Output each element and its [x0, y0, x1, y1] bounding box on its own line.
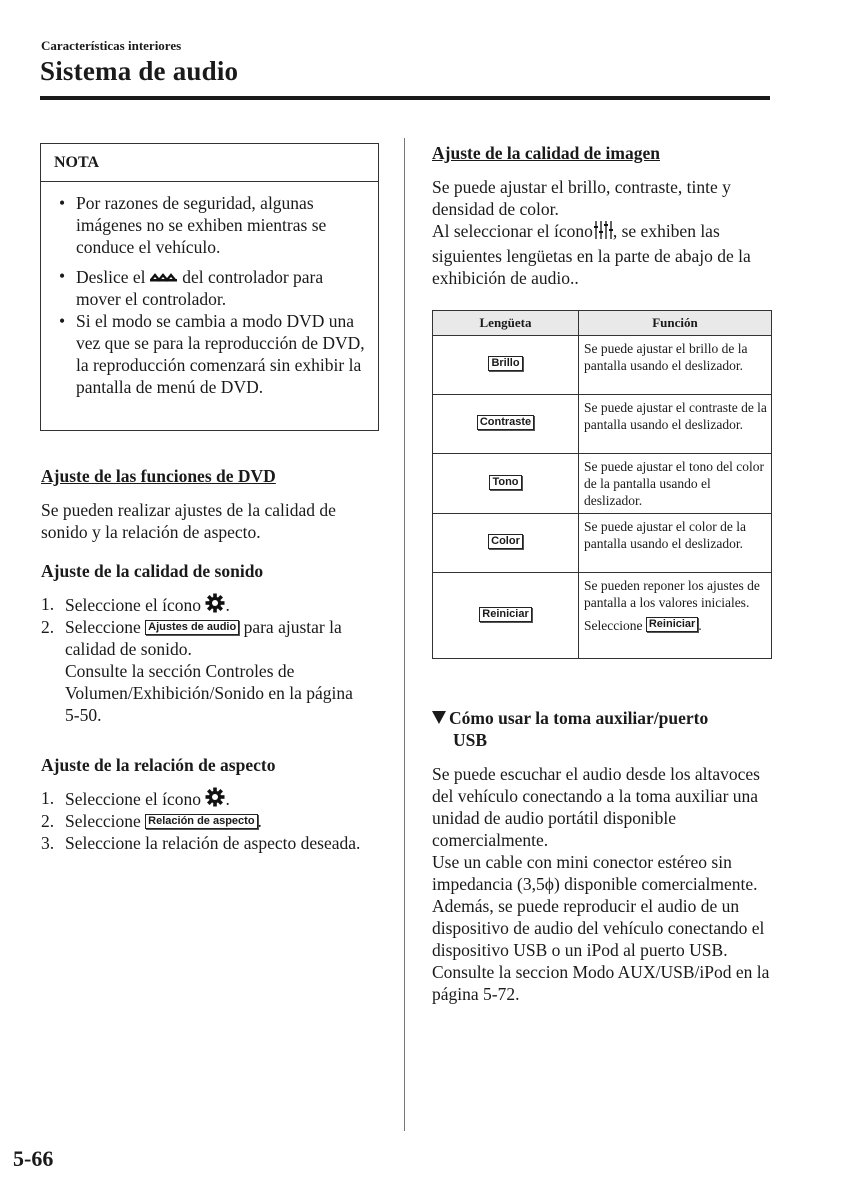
note-item: • Deslice el del controlador para mover el controlador. — [59, 266, 324, 309]
bullet: • — [59, 311, 66, 331]
sound-heading: Ajuste de la calidad de sonido — [41, 561, 264, 581]
equalizer-icon — [593, 220, 613, 245]
note-box — [40, 143, 379, 431]
table-row: Color Se puede ajustar el color de la pantalla usando el deslizador. — [433, 514, 772, 573]
image-heading: Ajuste de la calidad de imagen — [432, 143, 660, 163]
bullet: • — [59, 266, 66, 286]
aux-body: Se puede escuchar el audio desde los altavoces del vehículo conectando a la toma auxiliar una unidad de audio portátil disponible comercialmente. Use un cable con mini conector estéreo sin impedancia (3,5ϕ) disponible comercialmente. Además, se puede reproducir el audio de un dispositivo de audio del vehículo conectando el dispositivo USB o un iPod al puerto USB. Consulte la seccion Modo AUX/USB/iPod en la página 5-72. — [432, 764, 770, 1004]
aspect-heading: Ajuste de la relación de aspecto — [41, 755, 276, 775]
table-row: Tono Se puede ajustar el tono del color de la pantalla usando el deslizador. — [433, 454, 772, 514]
color-tab[interactable]: Color — [488, 534, 523, 549]
list-item: 2. Seleccione Relación de aspecto . — [41, 811, 262, 831]
aspect-ratio-button[interactable]: Relación de aspecto — [145, 814, 257, 829]
dvd-heading: Ajuste de las funciones de DVD — [41, 466, 276, 486]
bullet: • — [59, 193, 66, 213]
aux-heading: Cómo usar la toma auxiliar/puerto USB — [432, 707, 777, 751]
list-item: 1. Seleccione el ícono . — [41, 593, 371, 618]
table-row: Reiniciar Se pueden reponer los ajustes de pantalla a los valores iniciales. Seleccione Reiniciar . — [433, 573, 772, 659]
table-row: Contraste Se puede ajustar el contraste de la pantalla usando el deslizador. — [433, 395, 772, 454]
reset-button[interactable]: Reiniciar — [646, 617, 698, 632]
table-header-function: Función — [579, 311, 772, 336]
page-number: 5-66 — [13, 1146, 54, 1171]
list-item: 3. Seleccione la relación de aspecto deseada. — [41, 833, 361, 853]
note-title: NOTA — [41, 144, 378, 182]
section-label: Características interiores — [41, 38, 182, 53]
note-item: • Por razones de seguridad, algunas imágenes no se exhiben mientras se conduce el vehículo. — [59, 193, 327, 257]
table-header-tab: Lengüeta — [433, 311, 579, 336]
dvd-intro: Se pueden realizar ajustes de la calidad de sonido y la relación de aspecto. — [41, 500, 336, 542]
note-item: • Si el modo se cambia a modo DVD una vez que se para la reproducción de DVD, la reproducción comenzará sin exhibir la pantalla de menú de DVD. — [59, 311, 365, 397]
image-intro: Se puede ajustar el brillo, contraste, tinte y densidad de color. Al seleccionar el ícono , se exhiben las siguientes lengüetas en la parte de abajo de la exhibición de audio.. — [432, 177, 751, 288]
touchpad-icon — [150, 265, 178, 287]
table-row: Brillo Se puede ajustar el brillo de la pantalla usando el deslizador. — [433, 336, 772, 395]
title-rule — [40, 96, 770, 100]
gear-icon — [205, 593, 225, 618]
list-item: 2. Seleccione Ajustes de audio para ajustar la calidad de sonido. Consulte la sección Controles de Volumen/Exhibición/Sonido en la página 5-50. — [41, 617, 353, 725]
gear-icon — [205, 787, 225, 812]
brightness-tab[interactable]: Brillo — [488, 356, 522, 371]
reset-tab[interactable]: Reiniciar — [479, 607, 531, 622]
list-item: 1. Seleccione el ícono . — [41, 787, 371, 812]
tab-function-table — [432, 310, 772, 659]
page-title: Sistema de audio — [40, 56, 239, 86]
tint-tab[interactable]: Tono — [489, 475, 521, 490]
audio-settings-button[interactable]: Ajustes de audio — [145, 620, 239, 635]
contrast-tab[interactable]: Contraste — [477, 415, 534, 430]
triangle-marker-icon — [432, 711, 446, 724]
column-divider — [404, 138, 405, 1131]
